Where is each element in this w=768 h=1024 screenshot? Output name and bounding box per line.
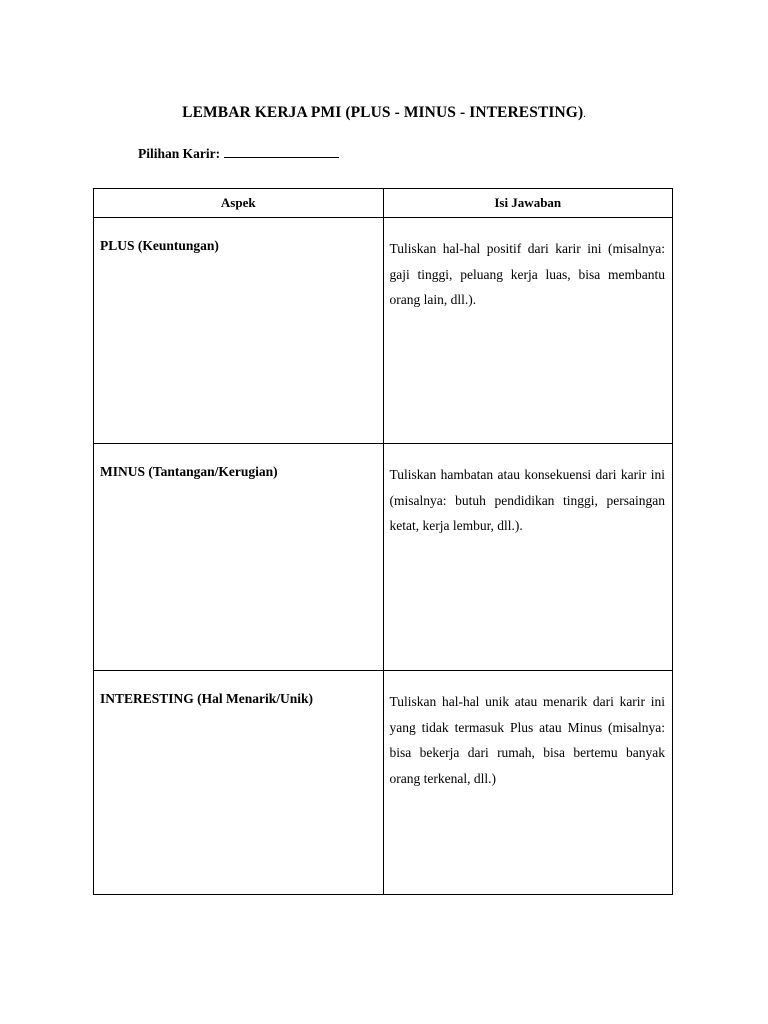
career-choice-blank[interactable] [224,145,339,158]
career-choice-label: Pilihan Karir: [138,146,221,161]
aspect-plus: PLUS (Keuntungan) [94,218,384,444]
pmi-table [93,188,673,895]
table-row-interesting [94,671,673,895]
worksheet-title-period: . [583,109,586,120]
worksheet-title [0,104,768,122]
career-choice-line [138,145,339,162]
header-aspect: Aspek [94,189,384,218]
answer-plus: Tuliskan hal-hal positif dari karir ini (misalnya: gaji tinggi, peluang kerja luas, bisa membantu orang lain, dll.). [383,218,673,444]
aspect-interesting: INTERESTING (Hal Menarik/Unik) [94,671,384,895]
answer-interesting: Tuliskan hal-hal unik atau menarik dari karir ini yang tidak termasuk Plus atau Minus (misalnya: bisa bekerja dari rumah, bisa bertemu banyak orang terkenal, dll.) [383,671,673,895]
table-header-row [94,189,673,218]
header-answer: Isi Jawaban [383,189,673,218]
table-row-minus [94,444,673,671]
table-row-plus [94,218,673,444]
aspect-minus: MINUS (Tantangan/Kerugian) [94,444,384,671]
worksheet-title-text: LEMBAR KERJA PMI (PLUS - MINUS - INTERESTING) [182,104,584,121]
answer-minus: Tuliskan hambatan atau konsekuensi dari karir ini (misalnya: butuh pendidikan tinggi, persaingan ketat, kerja lembur, dll.). [383,444,673,671]
